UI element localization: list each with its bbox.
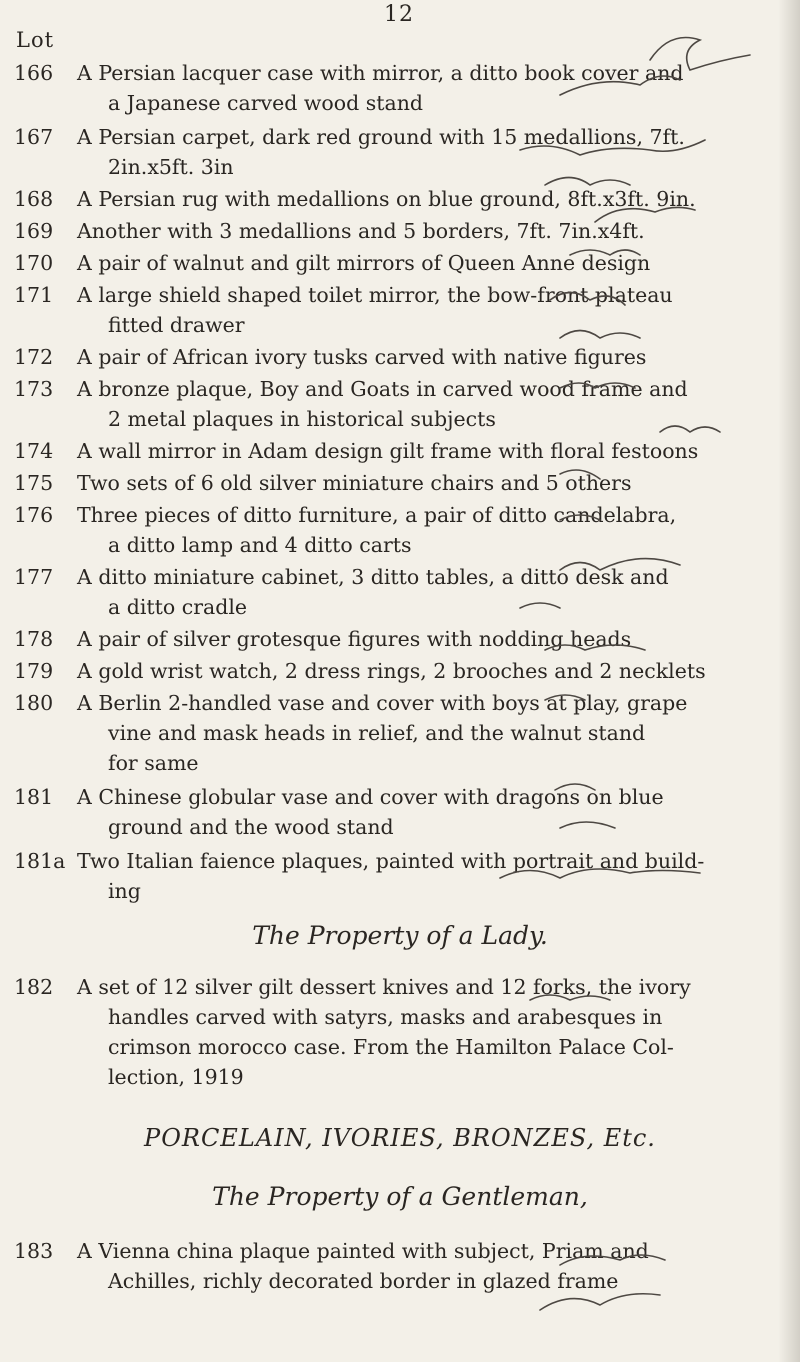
lot-description-continued: Achilles, richly decorated border in glazed frame xyxy=(108,1269,619,1293)
lot-number: 181 xyxy=(14,785,54,809)
lot-description: A pair of silver grotesque figures with nodding heads xyxy=(77,627,632,651)
lot-column-header: Lot xyxy=(16,28,55,52)
lot-description: A pair of African ivory tusks carved with native figures xyxy=(77,345,647,369)
lot-description: A Chinese globular vase and cover with dragons on blue xyxy=(77,785,664,809)
lot-description-continued: a Japanese carved wood stand xyxy=(108,91,424,115)
lot-number: 167 xyxy=(14,125,54,149)
section-heading: PORCELAIN, IVORIES, BRONZES, Etc. xyxy=(144,1124,656,1152)
lot-description-continued: a ditto cradle xyxy=(108,595,248,619)
lot-description-continued: ing xyxy=(108,879,141,903)
lot-description-continued: 2in.x5ft. 3in xyxy=(108,155,234,179)
lot-number: 172 xyxy=(14,345,54,369)
lot-number: 169 xyxy=(14,219,54,243)
lot-description: A set of 12 silver gilt dessert knives and 12 forks, the ivory xyxy=(77,975,691,999)
lot-number: 182 xyxy=(14,975,54,999)
lot-number: 179 xyxy=(14,659,54,683)
lot-description: A Vienna china plaque painted with subject, Priam and xyxy=(77,1239,649,1263)
lot-number: 183 xyxy=(14,1239,54,1263)
lot-description: Two sets of 6 old silver miniature chairs and 5 others xyxy=(77,471,632,495)
lot-number: 177 xyxy=(14,565,54,589)
section-owner-lady: The Property of a Lady. xyxy=(252,921,548,950)
lot-number: 178 xyxy=(14,627,54,651)
lot-description-continued: a ditto lamp and 4 ditto carts xyxy=(108,533,412,557)
lot-description: A Berlin 2-handled vase and cover with boys at play, grape xyxy=(77,691,688,715)
lot-description: Three pieces of ditto furniture, a pair of ditto candelabra, xyxy=(77,503,677,527)
lot-number: 180 xyxy=(14,691,54,715)
lot-description-continued: ground and the wood stand xyxy=(108,815,394,839)
lot-description-continued: handles carved with satyrs, masks and arabesques in xyxy=(108,1005,663,1029)
lot-number: 171 xyxy=(14,283,54,307)
lot-description-continued: fitted drawer xyxy=(108,313,245,337)
lot-description: A Persian lacquer case with mirror, a ditto book cover and xyxy=(77,61,684,85)
lot-description: A gold wrist watch, 2 dress rings, 2 brooches and 2 necklets xyxy=(77,659,706,683)
page-number: 12 xyxy=(384,2,414,27)
lot-number: 175 xyxy=(14,471,54,495)
lot-description: A pair of walnut and gilt mirrors of Queen Anne design xyxy=(77,251,651,275)
lot-number: 181a xyxy=(14,849,66,873)
lot-description: Two Italian faience plaques, painted with portrait and build- xyxy=(77,849,705,873)
lot-description-continued: lection, 1919 xyxy=(108,1065,244,1089)
lot-description-continued: crimson morocco case. From the Hamilton Palace Col- xyxy=(108,1035,674,1059)
lot-number: 168 xyxy=(14,187,54,211)
lot-description-continued: 2 metal plaques in historical subjects xyxy=(108,407,496,431)
lot-description: A ditto miniature cabinet, 3 ditto tables, a ditto desk and xyxy=(77,565,669,589)
lot-description: Another with 3 medallions and 5 borders, 7ft. 7in.x4ft. xyxy=(77,219,645,243)
lot-description-continued: for same xyxy=(108,751,199,775)
lot-number: 176 xyxy=(14,503,54,527)
lot-number: 173 xyxy=(14,377,54,401)
page-edge-shadow xyxy=(778,0,800,1362)
lot-description: A bronze plaque, Boy and Goats in carved wood frame and xyxy=(77,377,688,401)
lot-description: A Persian carpet, dark red ground with 15 medallions, 7ft. xyxy=(77,125,685,149)
lot-description-continued: vine and mask heads in relief, and the walnut stand xyxy=(108,721,646,745)
lot-number: 174 xyxy=(14,439,54,463)
lot-number: 170 xyxy=(14,251,54,275)
section-owner-gentleman: The Property of a Gentleman, xyxy=(212,1182,588,1211)
lot-description: A wall mirror in Adam design gilt frame with floral festoons xyxy=(77,439,699,463)
lot-number: 166 xyxy=(14,61,54,85)
lot-description: A large shield shaped toilet mirror, the bow-front plateau xyxy=(77,283,673,307)
lot-description: A Persian rug with medallions on blue ground, 8ft.x3ft. 9in. xyxy=(77,187,696,211)
